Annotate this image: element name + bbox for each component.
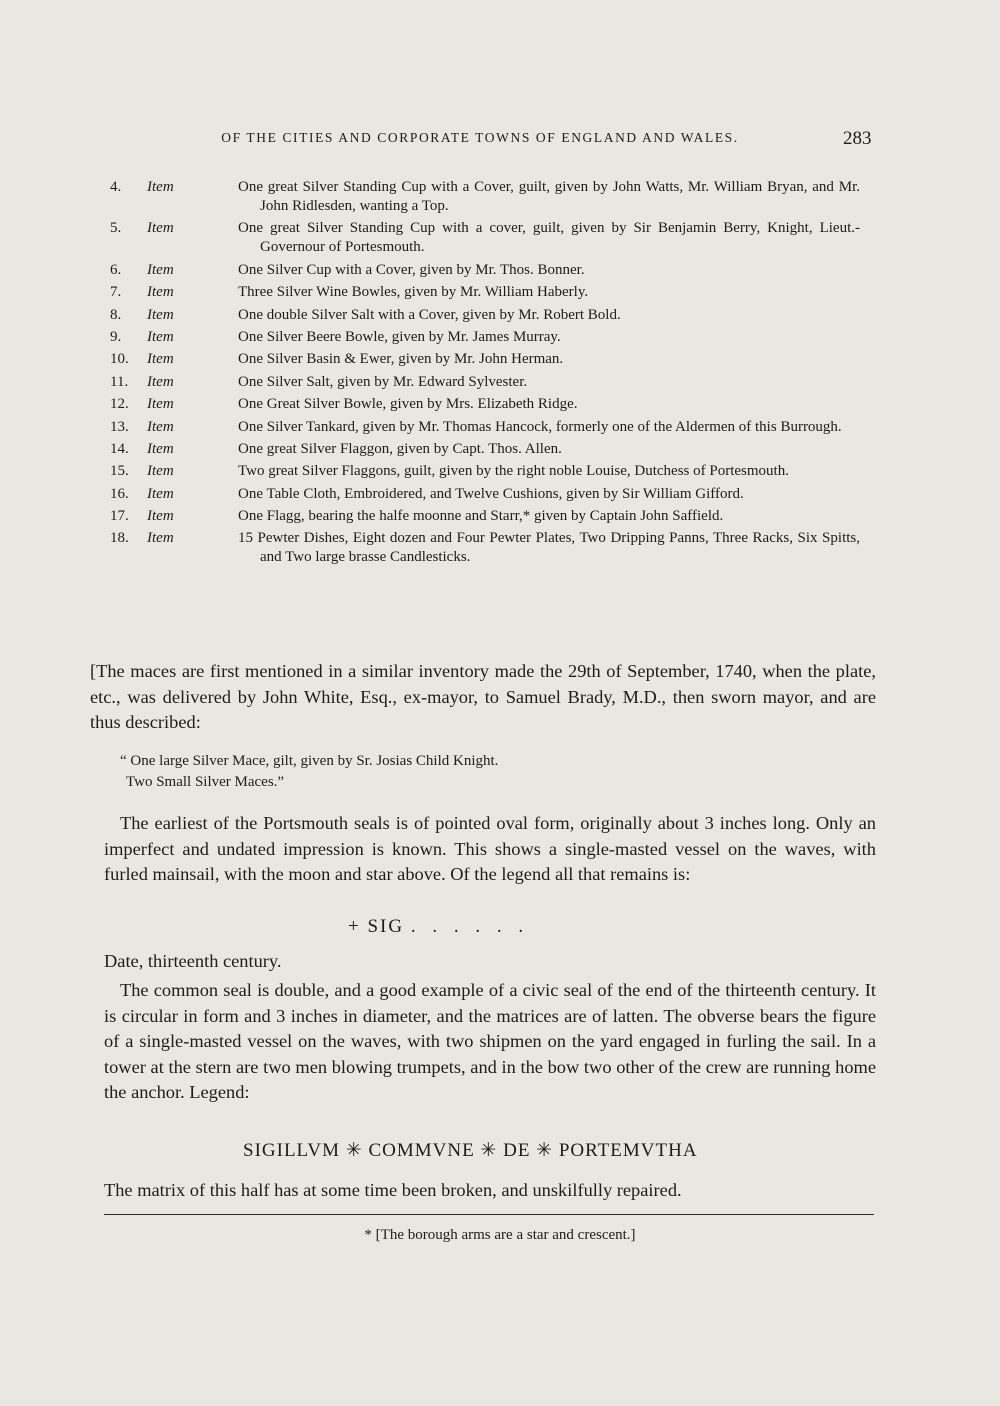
item-number: 10.	[110, 351, 129, 368]
item-text: Three Silver Wine Bowles, given by Mr. William Haberly.	[238, 284, 589, 301]
maces-quote	[120, 751, 498, 793]
list-item	[110, 219, 860, 257]
item-number: 15.	[110, 463, 129, 480]
list-item	[110, 373, 860, 392]
item-label: Item	[147, 328, 174, 345]
item-number: 7.	[110, 284, 122, 301]
item-number: 16.	[110, 485, 129, 502]
item-label: Item	[147, 396, 174, 413]
item-text: One great Silver Flaggon, given by Capt. Thos. Allen.	[238, 440, 562, 457]
list-item	[110, 350, 860, 369]
item-number: 12.	[110, 396, 129, 413]
running-title: OF THE CITIES AND CORPORATE TOWNS OF ENGLAND AND WALES.	[221, 130, 739, 145]
legend-dots: . . . . . .	[410, 916, 530, 937]
item-label: Item	[147, 306, 174, 323]
item-number: 13.	[110, 418, 129, 435]
item-text: One great Silver Standing Cup with a Cover, guilt, given by John Watts, Mr. William Bryan, and Mr. John Ridlesden, wanting a Top.	[238, 179, 860, 214]
item-number: 8.	[110, 306, 122, 323]
quote-line: “ One large Silver Mace, gilt, given by Sr. Josias Child Knight.	[120, 753, 499, 769]
list-item	[110, 328, 860, 347]
item-number: 4.	[110, 179, 122, 195]
item-text: One Silver Tankard, given by Mr. Thomas Hancock, formerly one of the Aldermen of this Burrough.	[238, 418, 842, 435]
item-number: 5.	[110, 220, 122, 237]
footnote-rule	[104, 1214, 874, 1215]
item-label: Item	[147, 508, 174, 525]
item-number: 14.	[110, 440, 129, 457]
item-label: Item	[147, 284, 174, 301]
seal-legend-fragment	[348, 916, 529, 938]
item-label: Item	[147, 530, 174, 547]
item-label: Item	[147, 463, 174, 480]
list-item	[110, 418, 860, 437]
list-item	[110, 462, 860, 481]
legend-text: + SIG	[348, 916, 405, 937]
quote-line: Two Small Silver Maces.”	[126, 774, 285, 790]
item-number: 11.	[110, 373, 129, 390]
item-number: 6.	[110, 261, 122, 278]
list-item	[110, 261, 860, 280]
item-text: One Great Silver Bowle, given by Mrs. Elizabeth Ridge.	[238, 396, 578, 413]
item-label: Item	[147, 485, 174, 502]
common-seal-legend: SIGILLVM ✳ COMMVNE ✳ DE ✳ PORTEMVTHA	[243, 1140, 698, 1161]
matrix-paragraph: The matrix of this half has at some time been broken, and unskilfully repaired.	[104, 1180, 682, 1200]
item-text: Two great Silver Flaggons, guilt, given by the right noble Louise, Dutchess of Portesmouth.	[238, 463, 789, 480]
item-number: 18.	[110, 530, 129, 547]
item-text: One Silver Basin & Ewer, given by Mr. John Herman.	[238, 351, 564, 368]
list-item	[110, 306, 860, 325]
list-item	[110, 440, 860, 459]
item-text: One great Silver Standing Cup with a cover, guilt, given by Sir Benjamin Berry, Knight, Lieut.-Governour of Portesmouth.	[238, 220, 860, 256]
item-label: Item	[147, 440, 174, 457]
item-text: 15 Pewter Dishes, Eight dozen and Four Pewter Plates, Two Dripping Panns, Three Racks, Six Spitts, and Two large brasse Candlesticks.	[238, 530, 860, 566]
item-text: One Silver Beere Bowle, given by Mr. James Murray.	[238, 328, 561, 345]
list-item	[110, 178, 860, 216]
item-text: One Silver Cup with a Cover, given by Mr. Thos. Bonner.	[238, 261, 585, 278]
common-seal-paragraph: The common seal is double, and a good example of a civic seal of the end of the thirteenth century. It is circular in form and 3 inches in diameter, and the matrices are of latten. The obverse bears the figure of a single-masted vessel on the waves, with two shipmen on the yard engaged in furling the sail. In a tower at the stern are two men blowing trumpets, and in the bow two other of the crew are running home the anchor. Legend:	[104, 980, 876, 1102]
item-number: 9.	[110, 328, 122, 345]
maces-paragraph: [The maces are first mentioned in a similar inventory made the 29th of September, 1740, when the plate, etc., was delivered by John White, Esq., ex-mayor, to Samuel Brady, M.D., then sworn mayor, and are thus described:	[90, 661, 876, 732]
footnote: * [The borough arms are a star and crescent.]	[364, 1227, 636, 1243]
item-text: One double Silver Salt with a Cover, given by Mr. Robert Bold.	[238, 306, 621, 323]
item-label: Item	[147, 351, 174, 368]
item-number: 17.	[110, 508, 129, 525]
item-text: One Table Cloth, Embroidered, and Twelve Cushions, given by Sir William Gifford.	[238, 485, 744, 502]
list-item	[110, 395, 860, 414]
list-item	[110, 283, 860, 302]
list-item	[110, 485, 860, 504]
item-label: Item	[147, 179, 174, 195]
item-label: Item	[147, 418, 174, 435]
item-text: One Silver Salt, given by Mr. Edward Sylvester.	[238, 373, 528, 390]
item-label: Item	[147, 261, 174, 278]
list-item	[110, 507, 860, 526]
list-item	[110, 529, 860, 567]
earliest-seal-paragraph: The earliest of the Portsmouth seals is of pointed oval form, originally about 3 inches long. Only an imperfect and undated impression is known. This shows a single-masted vessel on the waves, with furled mainsail, with the moon and star above. Of the legend all that remains is:	[104, 813, 876, 884]
item-label: Item	[147, 373, 174, 390]
item-text: One Flagg, bearing the halfe moonne and Starr,* given by Captain John Saffield.	[238, 508, 724, 525]
page-number: 283	[843, 128, 872, 149]
inventory-list	[110, 178, 860, 571]
item-label: Item	[147, 220, 174, 237]
seal-date: Date, thirteenth century.	[104, 951, 282, 971]
